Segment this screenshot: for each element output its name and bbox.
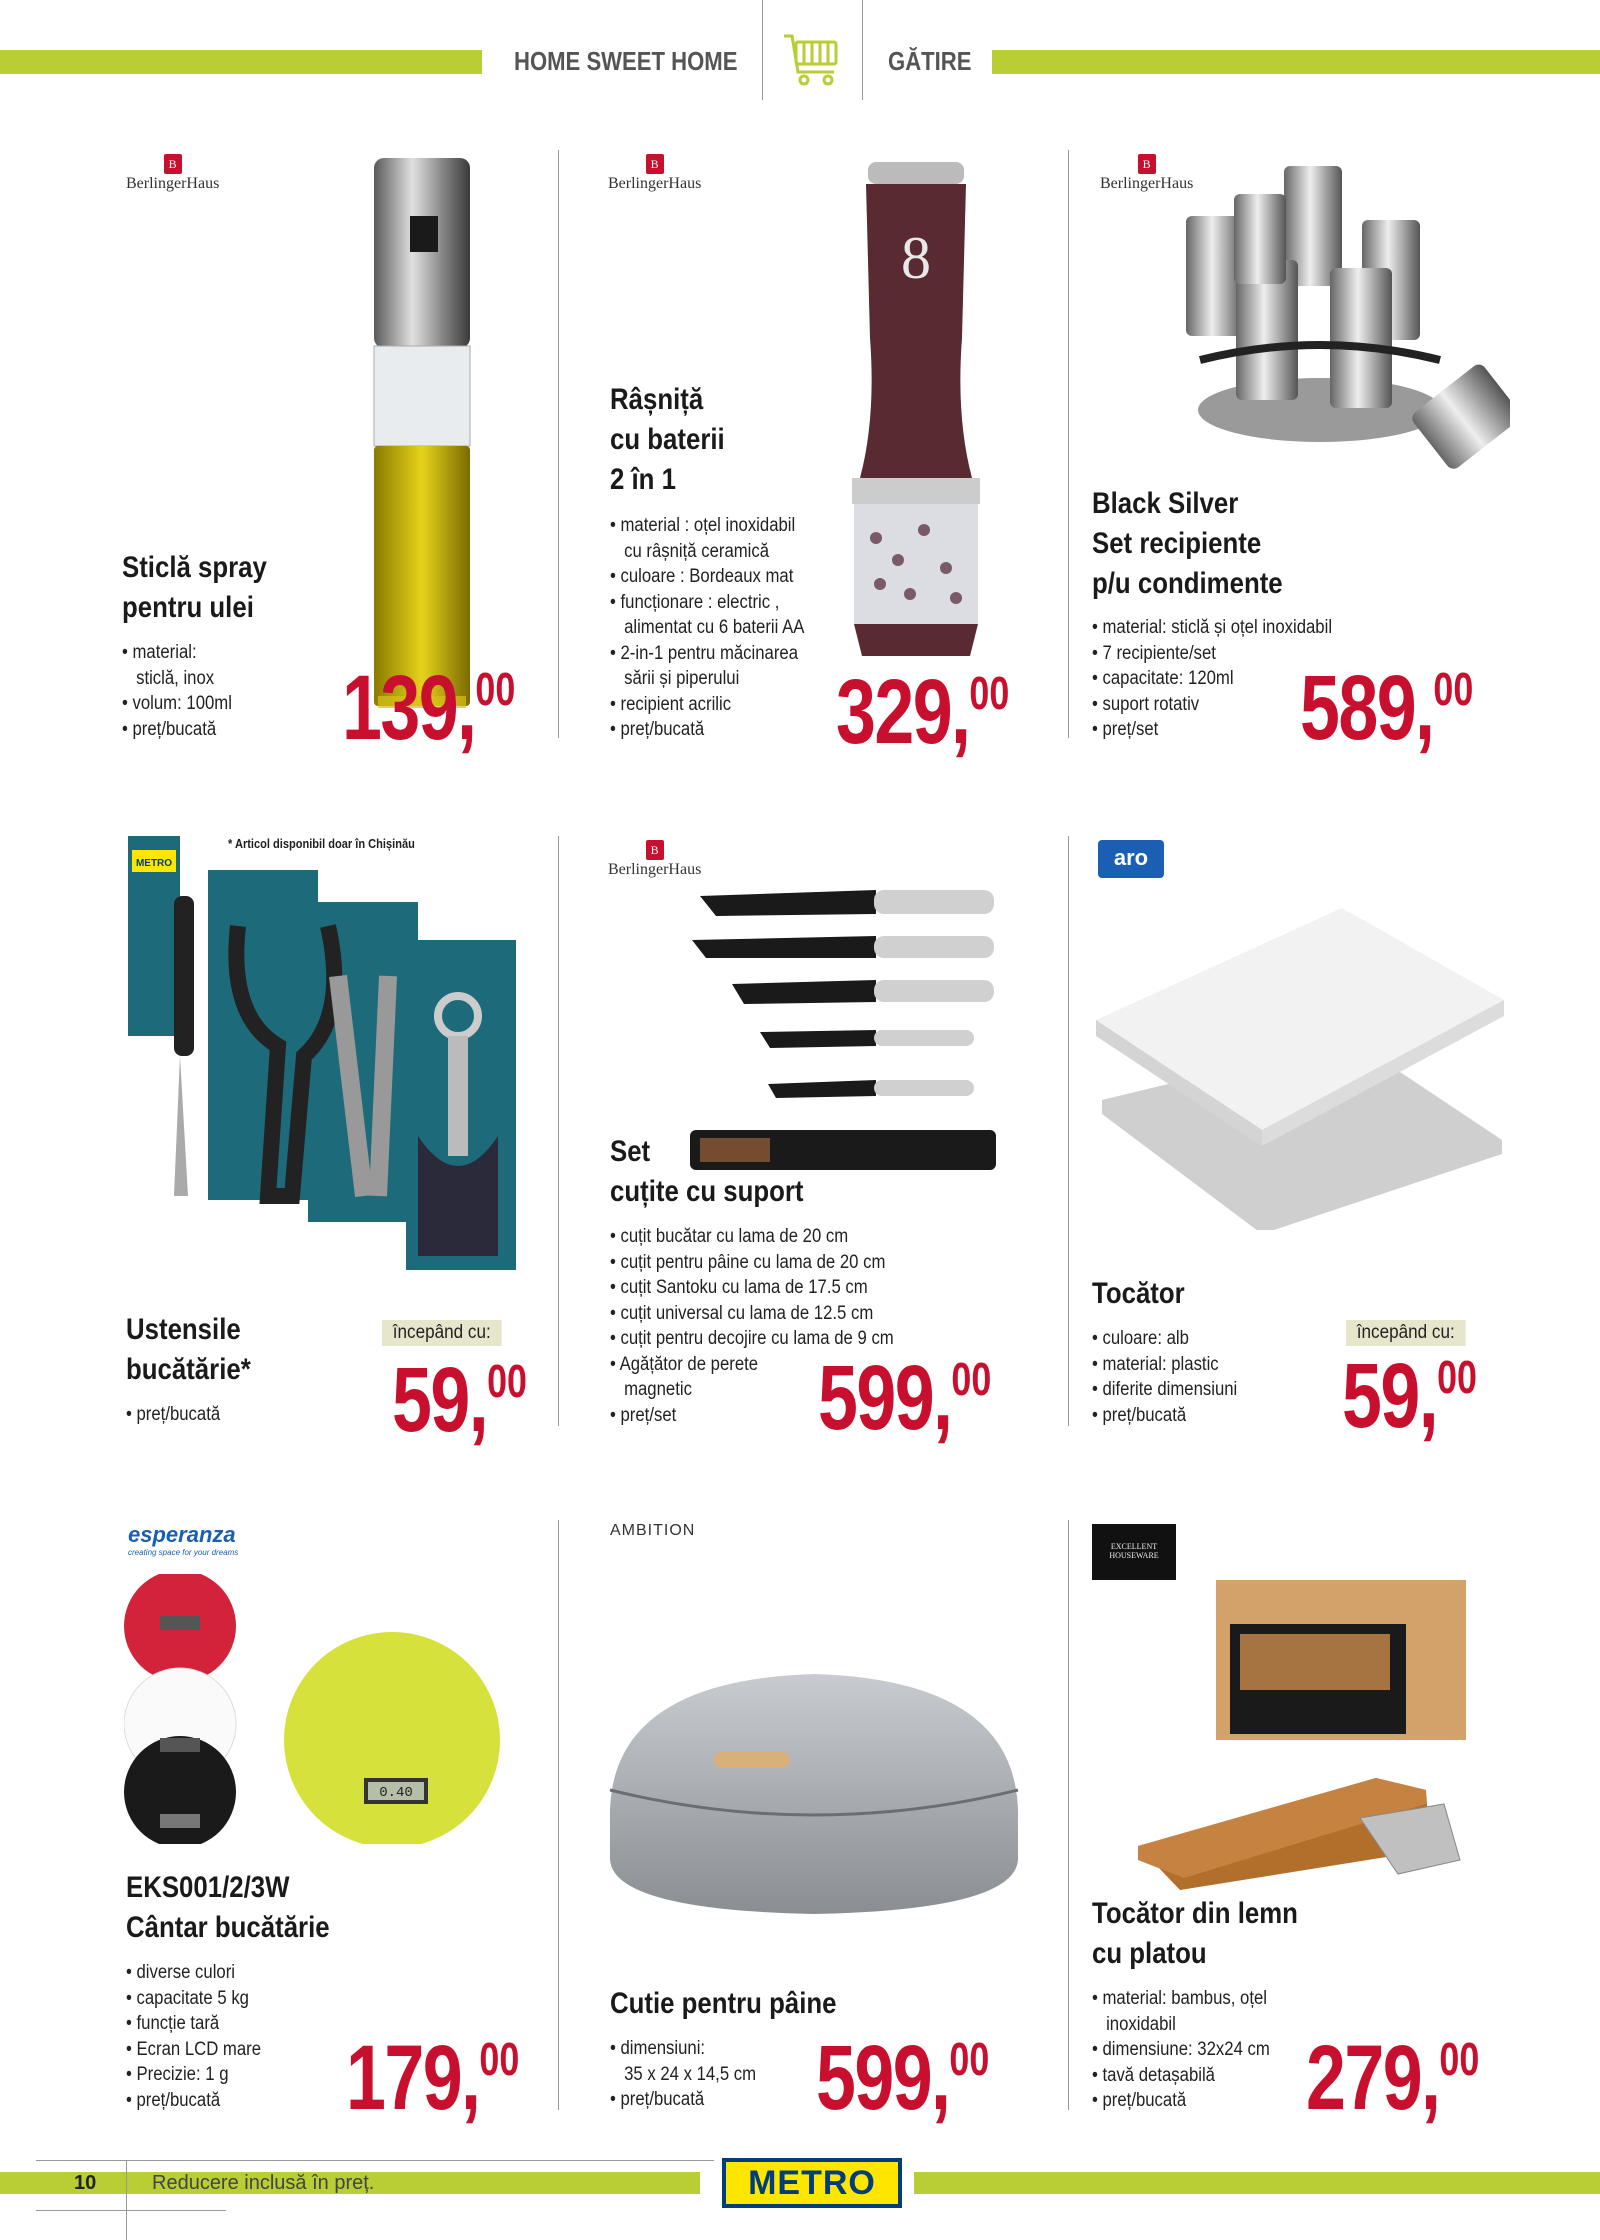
product-title: Cutie pentru pâine — [610, 1987, 837, 2020]
product-specs: • culoare: alb • material: plastic • diferite dimensiuni • preț/bucată — [1092, 1326, 1237, 1428]
section-title-gatire: GĂTIRE — [888, 46, 972, 76]
kitchen-utensils-image — [128, 836, 538, 1306]
header-bar-right — [992, 50, 1600, 74]
header-divider-right — [862, 0, 863, 100]
grid-divider — [558, 836, 559, 1426]
section-title-home: HOME SWEET HOME — [514, 46, 738, 76]
discount-note: Reducere inclusă în preț. — [152, 2172, 375, 2194]
grid-divider — [1068, 836, 1069, 1426]
footer-divider — [126, 2160, 127, 2240]
brand-logo: B BerlingerHaus — [1100, 154, 1193, 193]
grid-divider — [558, 1520, 559, 2110]
starting-from-label: începând cu: — [382, 1320, 502, 1346]
price-tag: 599,00 — [816, 2027, 990, 2129]
grid-divider — [1068, 1520, 1069, 2110]
esperanza-logo: esperanza creating space for your dreams — [128, 1522, 239, 1557]
availability-note: * Articol disponibil doar în Chișinău — [228, 836, 415, 851]
brand-logo: B BerlingerHaus — [608, 154, 701, 193]
header-bar-left — [0, 50, 482, 74]
plastic-cutting-board-image — [1092, 900, 1512, 1230]
salt-pepper-grinder-image — [846, 158, 986, 658]
svg-text:8: 8 — [901, 225, 931, 291]
bread-box-image — [604, 1660, 1024, 1920]
svg-text:0.40: 0.40 — [379, 1785, 413, 1801]
grid-divider — [558, 150, 559, 738]
product-title: Râșniță cu baterii 2 în 1 — [610, 383, 725, 496]
price-tag: 59,00 — [392, 1349, 528, 1451]
product-title: Ustensile bucătărie* — [126, 1313, 251, 1386]
kitchen-scale-image — [124, 1574, 524, 1844]
shopping-cart-icon — [778, 28, 848, 88]
product-specs: • preț/bucată — [126, 1402, 220, 1428]
price-tag: 59,00 — [1342, 1345, 1478, 1447]
product-title: Sticlă spray pentru ulei — [122, 551, 267, 624]
price-tag: 279,00 — [1306, 2027, 1480, 2129]
price-tag: 599,00 — [818, 1347, 992, 1449]
price-tag: 139,00 — [342, 657, 516, 759]
excellent-houseware-logo: EXCELLENT HOUSEWARE — [1092, 1524, 1176, 1580]
ambition-logo: AMBITION — [610, 1522, 696, 1539]
brand-logo: B BerlingerHaus — [126, 154, 219, 193]
product-specs: • dimensiuni: 35 x 24 x 14,5 cm • preț/bucată — [610, 2036, 756, 2113]
brand-logo: B BerlingerHaus — [608, 840, 701, 879]
product-specs: • material: sticlă, inox • volum: 100ml • preț/bucată — [122, 640, 232, 742]
product-title: Tocător din lemn cu platou — [1092, 1897, 1298, 1970]
wooden-cutting-board-image — [1130, 1574, 1470, 1890]
spice-rack-image — [1180, 160, 1510, 480]
product-specs: • cuțit bucătar cu lama de 20 cm • cuțit pentru pâine cu lama de 20 cm • cuțit Santoku cu lama de 17.5 cm • cuțit universal cu lama de 12.5 cm • cuțit pentru decojire cu lama de 9 cm • Agățător de perete magnetic • preț/set — [610, 1224, 894, 1428]
metro-logo: METRO — [722, 2158, 902, 2208]
page-number: 10 — [74, 2172, 97, 2194]
product-specs: • diverse culori • capacitate 5 kg • funcție tară • Ecran LCD mare • Precizie: 1 g • preț/bucată — [126, 1960, 261, 2113]
starting-from-label: începând cu: — [1346, 1320, 1466, 1346]
product-specs: • material: bambus, oțel inoxidabil • dimensiune: 32x24 cm • tavă detașabilă • preț/bucată — [1092, 1986, 1270, 2114]
product-title: EKS001/2/3W Cântar bucătărie — [126, 1871, 330, 1944]
product-specs: • material: sticlă și oțel inoxidabil • 7 recipiente/set • capacitate: 120ml • suport rotativ • preț/set — [1092, 615, 1332, 743]
footer-rule-bottom — [36, 2210, 226, 2211]
product-title: Tocător — [1092, 1277, 1185, 1310]
product-specs: • material : oțel inoxidabil cu râșniță ceramică • culoare : Bordeaux mat • funcționare : electric , alimentat cu 6 baterii AA • 2-in-1 pentru măcinarea sării și piperului • recipient acrilic • preț/bucată — [610, 513, 804, 743]
price-tag: 589,00 — [1300, 657, 1474, 759]
price-tag: 179,00 — [346, 2027, 520, 2129]
footer-rule — [36, 2160, 714, 2161]
svg-text:METRO: METRO — [135, 858, 173, 869]
product-title: Black Silver Set recipiente p/u condimente — [1092, 487, 1283, 600]
header-divider-left — [762, 0, 763, 100]
oil-spray-bottle-image — [372, 156, 472, 736]
product-title: Set cuțite cu suport — [610, 1135, 804, 1208]
grid-divider — [1068, 150, 1069, 738]
price-tag: 329,00 — [836, 661, 1010, 763]
footer-bar-right — [914, 2172, 1600, 2194]
aro-logo: aro — [1098, 840, 1164, 878]
